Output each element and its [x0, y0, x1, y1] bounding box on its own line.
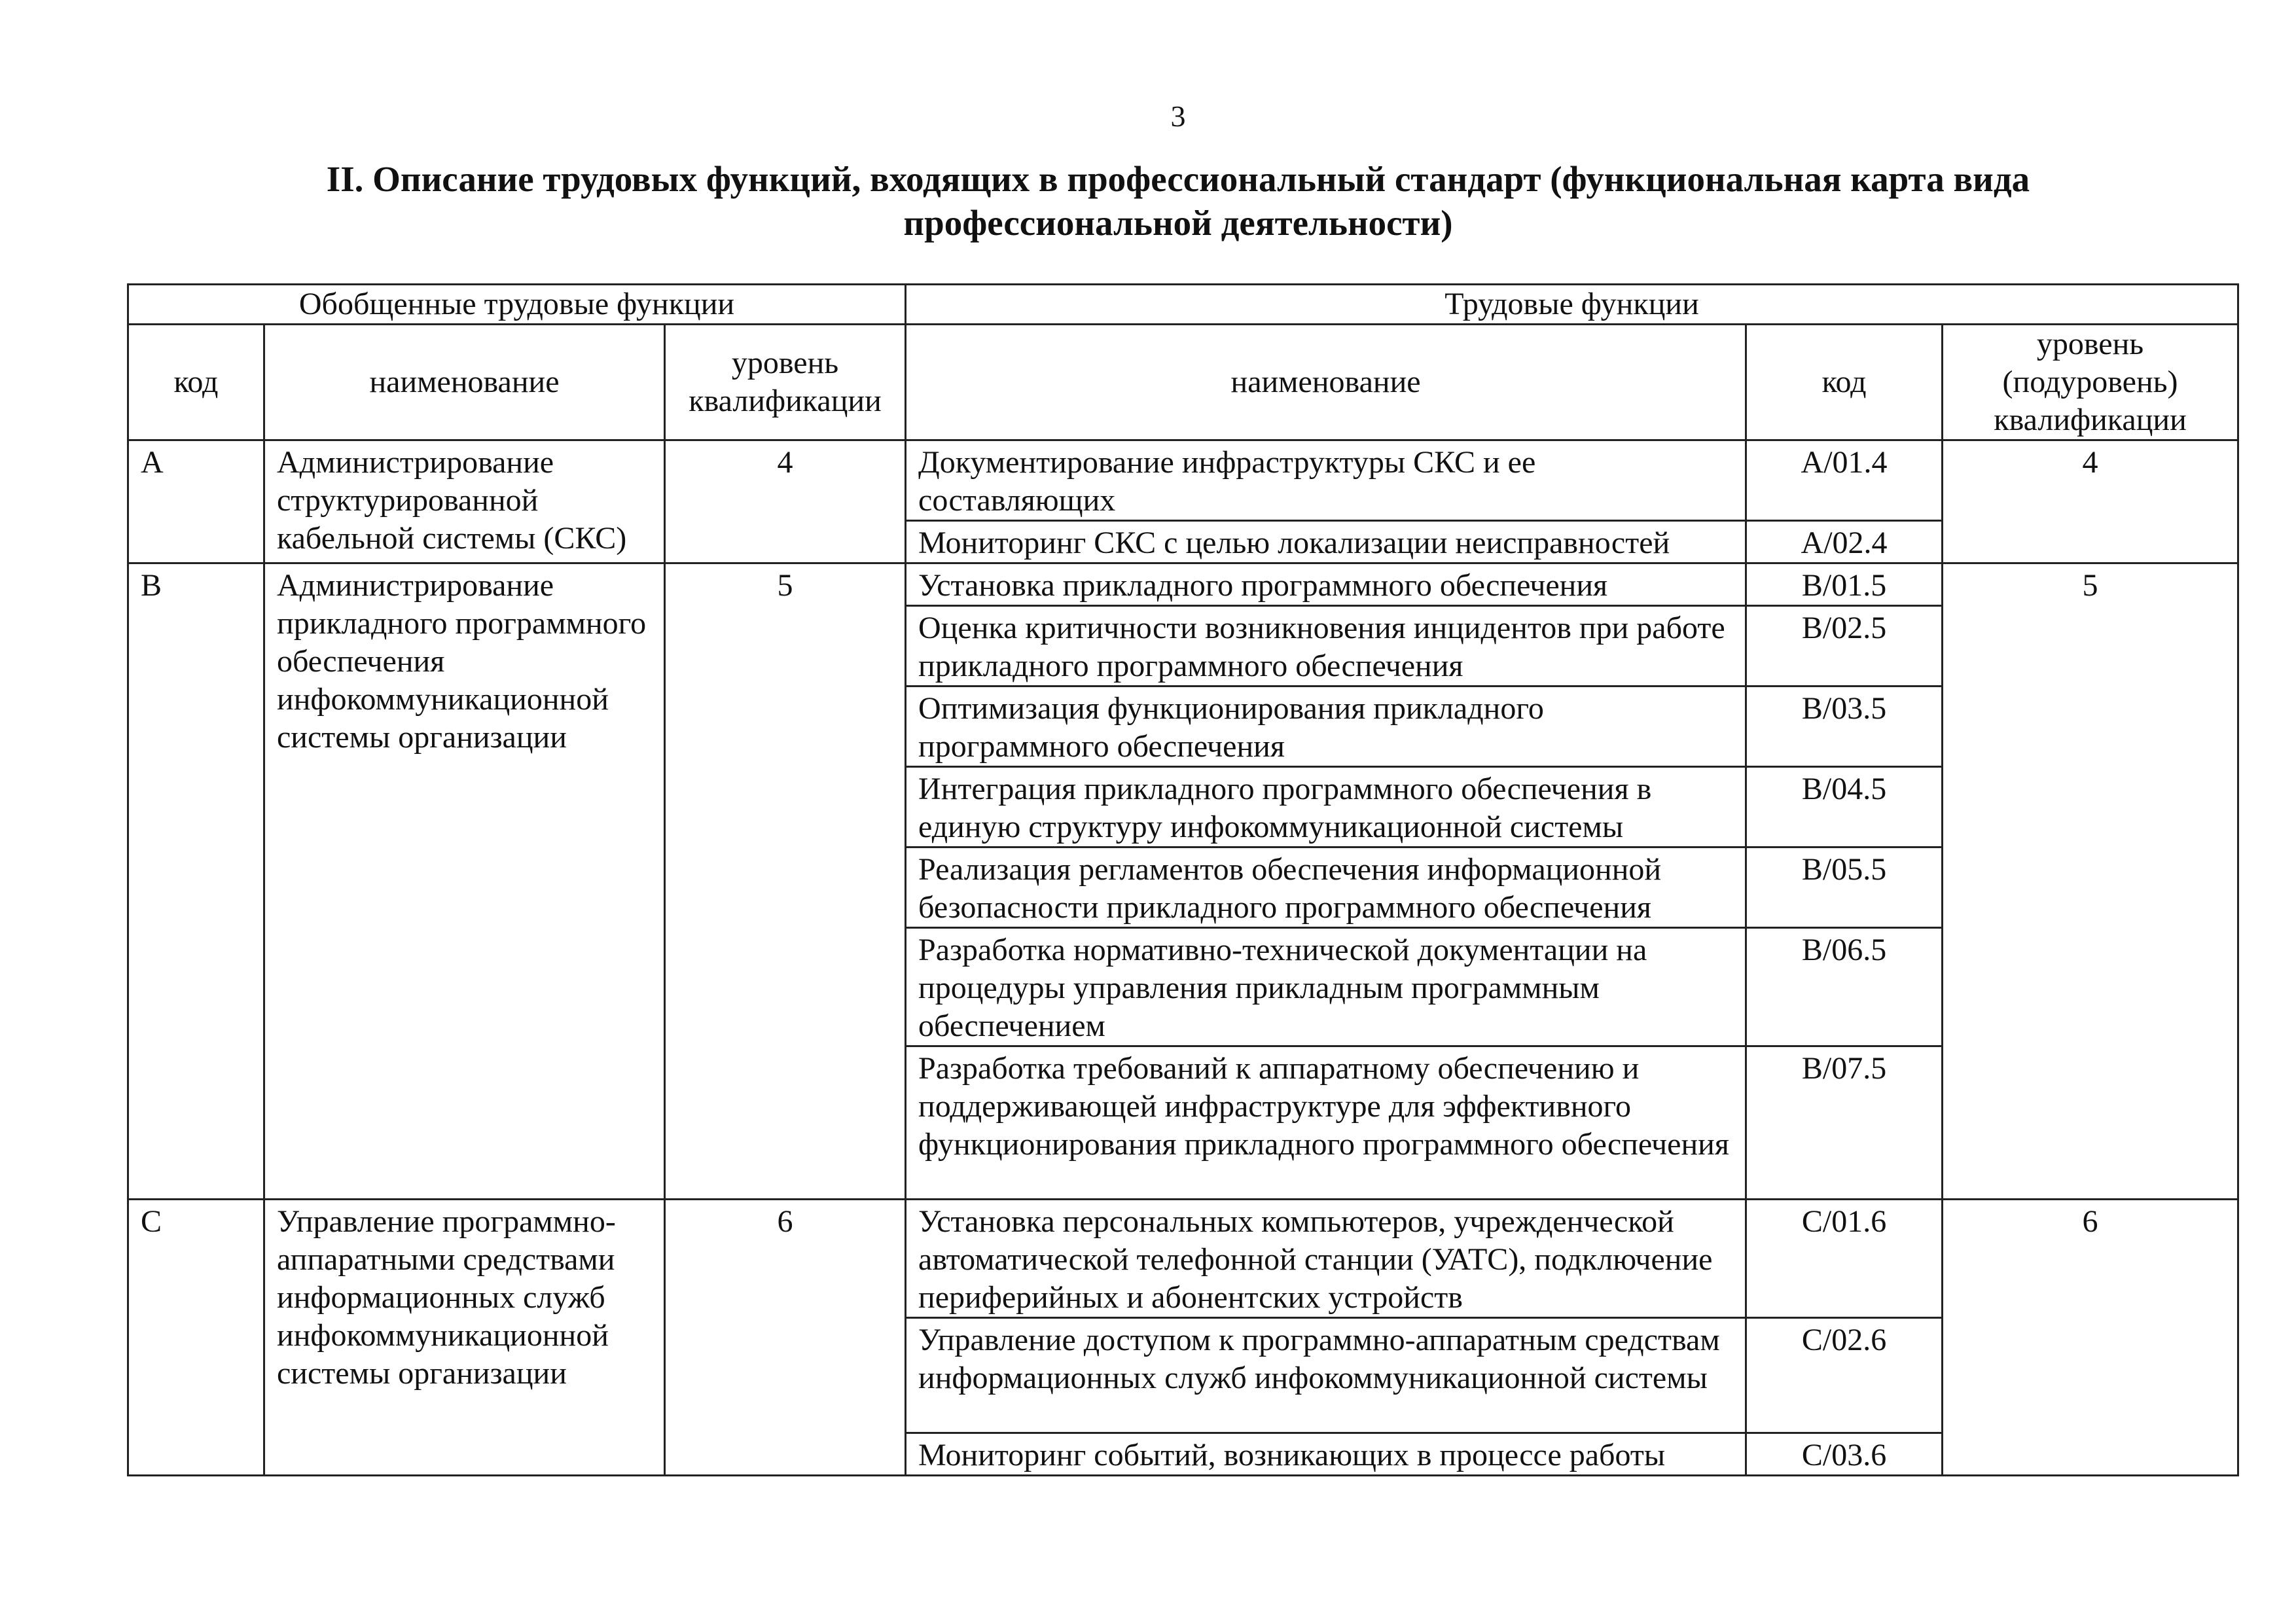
functional-map-table	[127, 283, 2239, 1476]
func-code-cell: A/02.4	[1746, 521, 1943, 563]
func-code-cell: B/07.5	[1746, 1046, 1943, 1200]
func-code-cell: B/01.5	[1746, 563, 1943, 606]
gen-level-cell: 5	[665, 563, 906, 1200]
func-level-cell: 6	[1943, 1200, 2238, 1476]
func-code-cell: A/01.4	[1746, 440, 1943, 521]
func-code-cell: B/06.5	[1746, 928, 1943, 1046]
func-name-cell: Установка прикладного программного обеспечения	[906, 563, 1746, 606]
gen-name-cell: Управление программно-аппаратными средствами информационных служб инфокоммуникационной системы организации	[264, 1200, 665, 1476]
gen-name-cell: Администрирование структурированной кабельной системы (СКС)	[264, 440, 665, 563]
column-header-gen-level: уровень квалификации	[665, 325, 906, 440]
func-code-cell: B/04.5	[1746, 767, 1943, 847]
labor-functions-header: Трудовые функции	[906, 285, 2238, 325]
func-name-cell: Оптимизация функционирования прикладного программного обеспечения	[906, 687, 1746, 767]
func-name-cell: Мониторинг СКС с целью локализации неисправностей	[906, 521, 1746, 563]
func-level-cell: 5	[1943, 563, 2238, 1200]
column-header-gen-name: наименование	[264, 325, 665, 440]
func-name-cell: Реализация регламентов обеспечения информационной безопасности прикладного программного обеспечения	[906, 847, 1746, 928]
func-code-cell: C/02.6	[1746, 1318, 1943, 1433]
func-name-cell: Оценка критичности возникновения инцидентов при работе прикладного программного обеспечения	[906, 606, 1746, 687]
gen-code-cell: B	[128, 563, 264, 1200]
func-name-cell: Мониторинг событий, возникающих в процессе работы	[906, 1433, 1746, 1476]
func-name-cell: Управление доступом к программно-аппаратным средствам информационных служб инфокоммуникационной системы	[906, 1318, 1746, 1433]
func-name-cell: Установка персональных компьютеров, учрежденческой автоматической телефонной станции (УАТС), подключение периферийных и абонентских устройств	[906, 1200, 1746, 1318]
func-code-cell: C/01.6	[1746, 1200, 1943, 1318]
table-row	[128, 1200, 2238, 1318]
gen-code-cell: C	[128, 1200, 264, 1476]
func-code-cell: B/03.5	[1746, 687, 1943, 767]
column-header-func-level: уровень (подуровень) квалификации	[1943, 325, 2238, 440]
func-name-cell: Интеграция прикладного программного обеспечения в единую структуру инфокоммуникационной системы	[906, 767, 1746, 847]
page-title: II. Описание трудовых функций, входящих в профессиональный стандарт (функциональная карта вида профессиональной деятельности)	[326, 159, 2030, 243]
gen-level-cell: 6	[665, 1200, 906, 1476]
table-group-header-row	[128, 285, 2238, 325]
func-name-cell: Разработка нормативно-технической документации на процедуры управления прикладным программным обеспечением	[906, 928, 1746, 1046]
func-code-cell: B/05.5	[1746, 847, 1943, 928]
func-code-cell: B/02.5	[1746, 606, 1943, 687]
gen-level-cell: 4	[665, 440, 906, 563]
column-header-gen-code: код	[128, 325, 264, 440]
generalized-functions-header: Обобщенные трудовые функции	[128, 285, 906, 325]
gen-code-cell: A	[128, 440, 264, 563]
table-column-header-row	[128, 325, 2238, 440]
page-number: 3	[1170, 99, 1186, 133]
column-header-func-name: наименование	[906, 325, 1746, 440]
func-code-cell: C/03.6	[1746, 1433, 1943, 1476]
table-row	[128, 440, 2238, 521]
func-name-cell: Разработка требований к аппаратному обеспечению и поддерживающей инфраструктуре для эффективного функционирования прикладного программного обеспечения	[906, 1046, 1746, 1200]
table-row	[128, 563, 2238, 606]
func-level-cell: 4	[1943, 440, 2238, 563]
func-name-cell: Документирование инфраструктуры СКС и ее составляющих	[906, 440, 1746, 521]
column-header-func-code: код	[1746, 325, 1943, 440]
gen-name-cell: Администрирование прикладного программного обеспечения инфокоммуникационной системы организации	[264, 563, 665, 1200]
